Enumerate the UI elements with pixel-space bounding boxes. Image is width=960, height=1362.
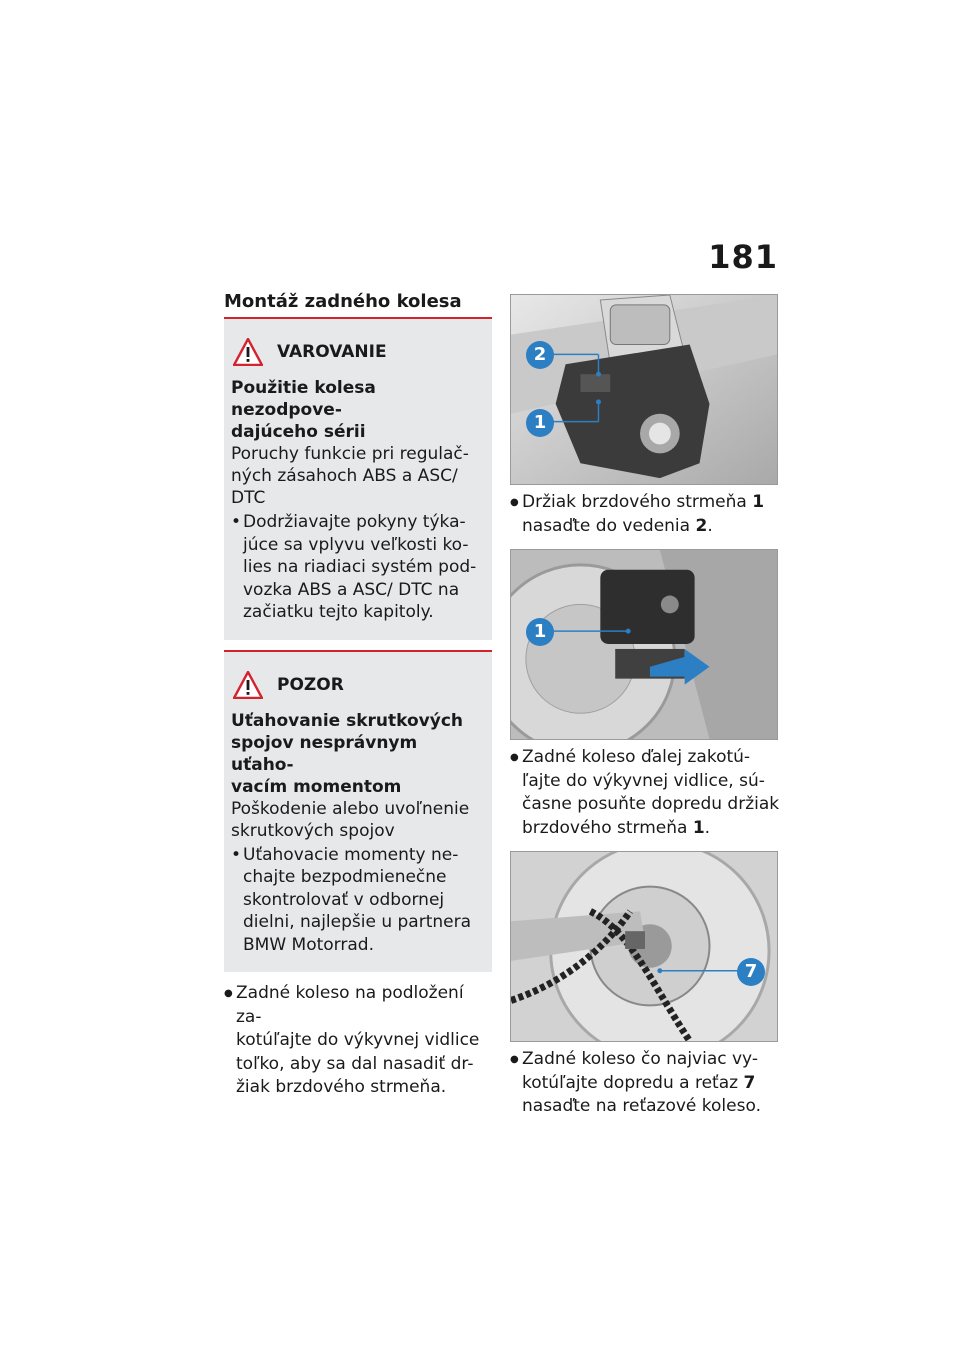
- caution-list: [231, 844, 478, 957]
- page-number: 181: [708, 238, 778, 276]
- section-title: Montáž zadného kolesa: [224, 291, 462, 312]
- step-ref: 1: [692, 817, 705, 838]
- caution-body: Poškodenie alebo uvoľnenie skrutkových spojov: [231, 798, 470, 841]
- callout-layer: [511, 295, 777, 484]
- step-ref: 1: [752, 492, 765, 512]
- caution-list-item: • Uťahovacie momenty ne- chajte bezpodmienečne skontrolovať v odbornej dielni, najlepšie u partnera BMW Motorrad.: [231, 844, 478, 957]
- warning-list: [231, 511, 478, 624]
- warning-notice: [224, 317, 492, 640]
- right-column: [510, 294, 780, 1119]
- step-text: Zadné koleso ďalej zakotú- ľajte do výkyvnej vidlice, sú- časne posuňte dopredu držiak brzdového strmeňa: [522, 747, 780, 838]
- warning-triangle-icon: [233, 338, 263, 366]
- left-column: [224, 317, 492, 1100]
- step-push-holder: [510, 746, 780, 840]
- figure-caliper-holder: [510, 294, 778, 485]
- callout-1: 1: [526, 618, 554, 646]
- warning-triangle-icon: [233, 671, 263, 699]
- figure-wheel-roll: [510, 549, 778, 740]
- step-text: .: [707, 515, 713, 536]
- caution-title: Uťahovanie skrutkových spojov nesprávnym uťaho- vacím momentom: [231, 710, 464, 797]
- step-insert-holder: [510, 491, 780, 538]
- caution-label: POZOR: [277, 674, 344, 695]
- caution-notice: [224, 650, 492, 973]
- callout-1: 1: [526, 409, 554, 437]
- step-roll-wheel: ● Zadné koleso na podložení za- kotúľajte do výkyvnej vidlice toľko, aby sa dal nasadiť dr- žiak brzdového strmeňa.: [224, 982, 492, 1100]
- step-text: nasaďte na reťazové koleso.: [522, 1096, 761, 1116]
- step-text: Zadné koleso čo najviac vy- kotúľajte dopredu a reťaz: [522, 1049, 758, 1093]
- warning-list-item: • Dodržiavajte pokyny týka- júce sa vplyvu veľkosti ko- lies na riadiaci systém pod- vozka ABS a ASC/ DTC na začiatku tejto kapitoly.: [231, 511, 478, 624]
- callout-2: 2: [526, 341, 554, 369]
- step-fit-chain: [510, 1048, 780, 1119]
- callout-layer: [511, 852, 777, 1041]
- figure-chain: [510, 851, 778, 1042]
- callout-7: 7: [737, 958, 765, 986]
- step-text: Držiak brzdového strmeňa: [522, 492, 753, 512]
- warning-label: VAROVANIE: [277, 342, 387, 362]
- step-ref: 2: [695, 515, 708, 536]
- warning-body: Poruchy funkcie pri regulač- ných zásahoch ABS a ASC/ DTC: [231, 444, 469, 508]
- step-text: .: [704, 817, 711, 838]
- step-ref: 7: [743, 1072, 756, 1093]
- step-text: nasaďte do vedenia: [522, 515, 691, 536]
- callout-layer: [511, 550, 777, 739]
- warning-title: Použitie kolesa nezodpove- dajúceho sérii: [231, 378, 376, 442]
